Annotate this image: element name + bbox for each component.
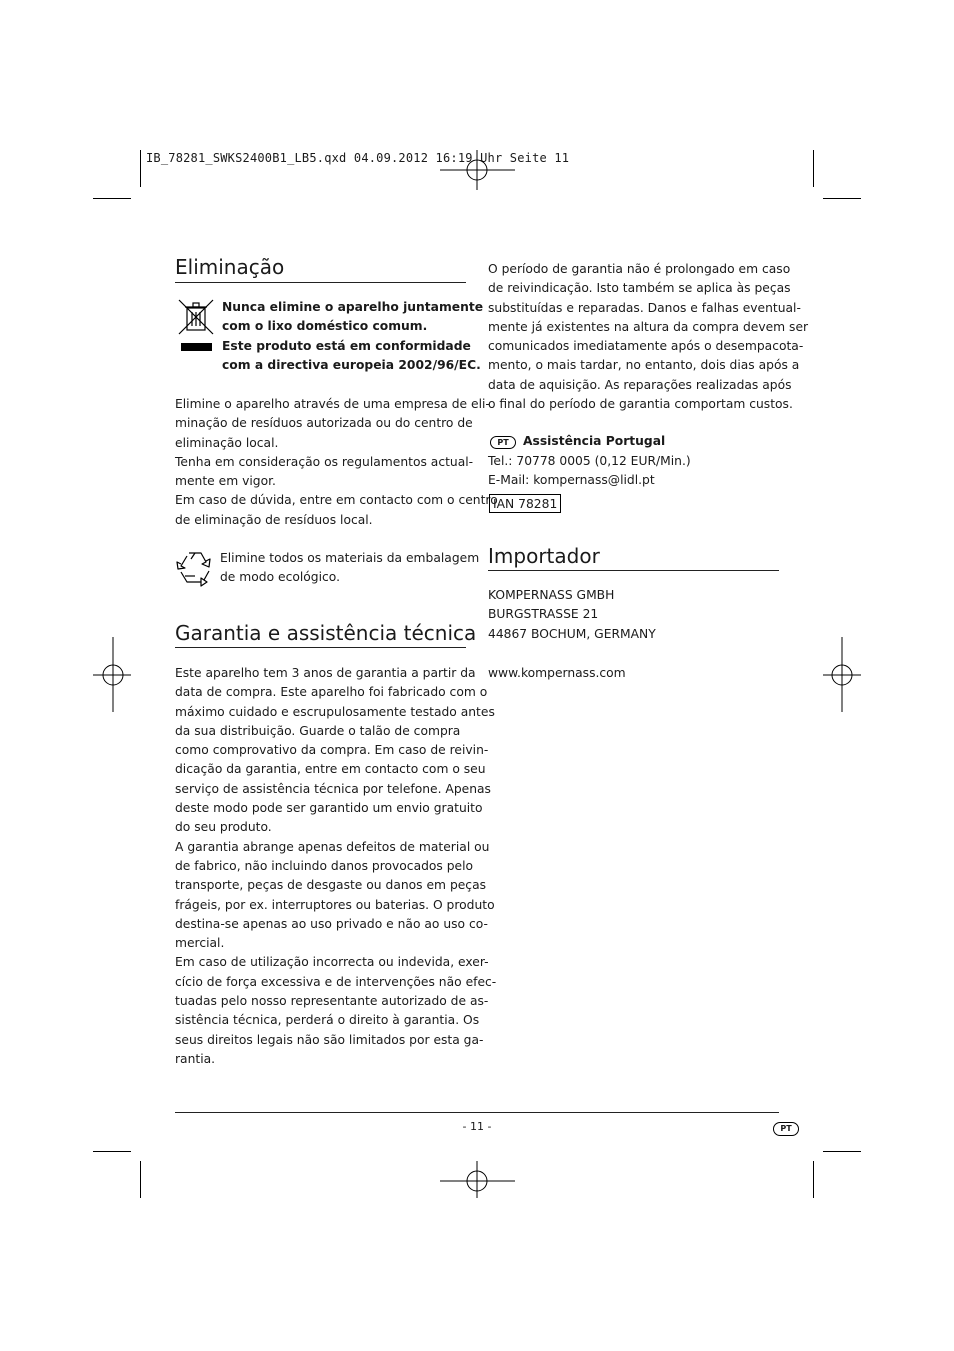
text-line: 44867 BOCHUM, GERMANY (488, 626, 656, 641)
text-line: mento, o mais tardar, no entanto, dois dias após a (488, 358, 800, 373)
print-slug: IB_78281_SWKS2400B1_LB5.qxd 04.09.2012 16:19 Uhr Seite 11 (146, 151, 570, 165)
text-line: mente já existentes na altura da compra devem ser (488, 319, 809, 334)
crossed-bin-icon (176, 298, 216, 354)
text-line: transporte, peças de desgaste ou danos em peças (175, 878, 487, 893)
text-line: minação de resíduos autorizada ou do centro de (175, 416, 473, 431)
text-line: o final do período de garantia comportam custos. (488, 397, 793, 412)
text-line: rantia. (175, 1051, 216, 1066)
service-phone: Tel.: 70778 0005 (0,12 EUR/Min.) (488, 454, 691, 468)
text-line: destina-se apenas ao uso privado e não ao uso co- (175, 916, 488, 931)
weee-notice (222, 298, 483, 375)
packaging-disposal-note (220, 549, 479, 588)
text-line: da sua distribuição. Guarde o talão de compra (175, 723, 461, 738)
text-line: do seu produto. (175, 820, 272, 835)
service-title: Assistência Portugal (523, 434, 666, 448)
disposal-instructions (175, 395, 498, 530)
text-line: mercial. (175, 936, 225, 951)
text-line: BURGSTRASSE 21 (488, 607, 599, 622)
warranty-text (175, 664, 496, 1069)
importer-address (488, 586, 656, 644)
country-badge: PT (490, 436, 516, 449)
text-line: de reivindicação. Isto também se aplica às peças (488, 281, 791, 296)
text-line: Tenha em consideração os regulamentos actual- (175, 454, 474, 469)
text-line: Elimine todos os materiais da embalagem (220, 551, 480, 565)
text-line: Elimine o aparelho através de uma empresa de eli- (175, 397, 490, 411)
ian-box: IAN 78281 (489, 494, 561, 513)
text-line: cício de força excessiva e de intervenções não efec- (175, 974, 497, 989)
footer-rule (175, 1112, 779, 1113)
text-line: Nunca elimine o aparelho juntamente (222, 300, 484, 314)
section-title-garantia: Garantia e assistência técnica (175, 621, 477, 645)
text-line: Este produto está em conformidade (222, 338, 471, 353)
text-line: Em caso de dúvida, entre em contacto com o centro (175, 493, 498, 508)
service-email: E-Mail: kompernass@lidl.pt (488, 473, 655, 487)
text-line: A garantia abrange apenas defeitos de material ou (175, 839, 490, 854)
section-rule (488, 570, 779, 571)
text-line: seus direitos legais não são limitados por esta ga- (175, 1032, 484, 1047)
text-line: O período de garantia não é prolongado em caso (488, 262, 791, 276)
text-line: como comprovativo da compra. Em caso de reivin- (175, 743, 489, 758)
text-line: Em caso de utilização incorrecta ou indevida, exer- (175, 955, 489, 970)
text-line: tuadas pelo nosso representante autorizado de as- (175, 994, 489, 1009)
text-line: com a directiva europeia 2002/96/EC. (222, 357, 481, 372)
text-line: eliminação local. (175, 435, 279, 450)
warranty-continuation (488, 260, 808, 414)
page-number: - 11 - (462, 1120, 492, 1133)
text-line: sistência técnica, perderá o direito à garantia. Os (175, 1013, 480, 1028)
recycle-icon (175, 549, 215, 587)
text-line: data de aquisição. As reparações realizadas após (488, 377, 792, 392)
text-line: Este aparelho tem 3 anos de garantia a partir da (175, 666, 476, 680)
footer-lang-badge: PT (773, 1122, 799, 1136)
text-line: serviço de assistência técnica por telefone. Apenas (175, 781, 491, 796)
text-line: de fabrico, não incluindo danos provocados pelo (175, 858, 474, 873)
text-line: dicação da garantia, entre em contacto com o seu (175, 762, 486, 777)
text-line: de modo ecológico. (220, 570, 341, 585)
section-title-eliminacao: Eliminação (175, 255, 285, 279)
text-line: com o lixo doméstico comum. (222, 319, 428, 334)
text-line: mente em vigor. (175, 474, 276, 489)
text-line: deste modo pode ser garantido um envio gratuito (175, 801, 483, 816)
section-rule (175, 647, 466, 648)
importer-website: www.kompernass.com (488, 666, 626, 680)
text-line: comunicados imediatamente após o desempacota- (488, 339, 804, 354)
section-title-importador: Importador (488, 544, 600, 568)
section-rule (175, 282, 466, 283)
text-line: frágeis, por ex. interruptores ou baterias. O produto (175, 897, 495, 912)
text-line: data de compra. Este aparelho foi fabricado com o (175, 685, 488, 700)
text-line: KOMPERNASS GMBH (488, 588, 615, 602)
text-line: substituídas e reparadas. Danos e falhas eventual- (488, 300, 801, 315)
text-line: de eliminação de resíduos local. (175, 512, 373, 527)
text-line: máximo cuidado e escrupulosamente testado antes (175, 704, 495, 719)
